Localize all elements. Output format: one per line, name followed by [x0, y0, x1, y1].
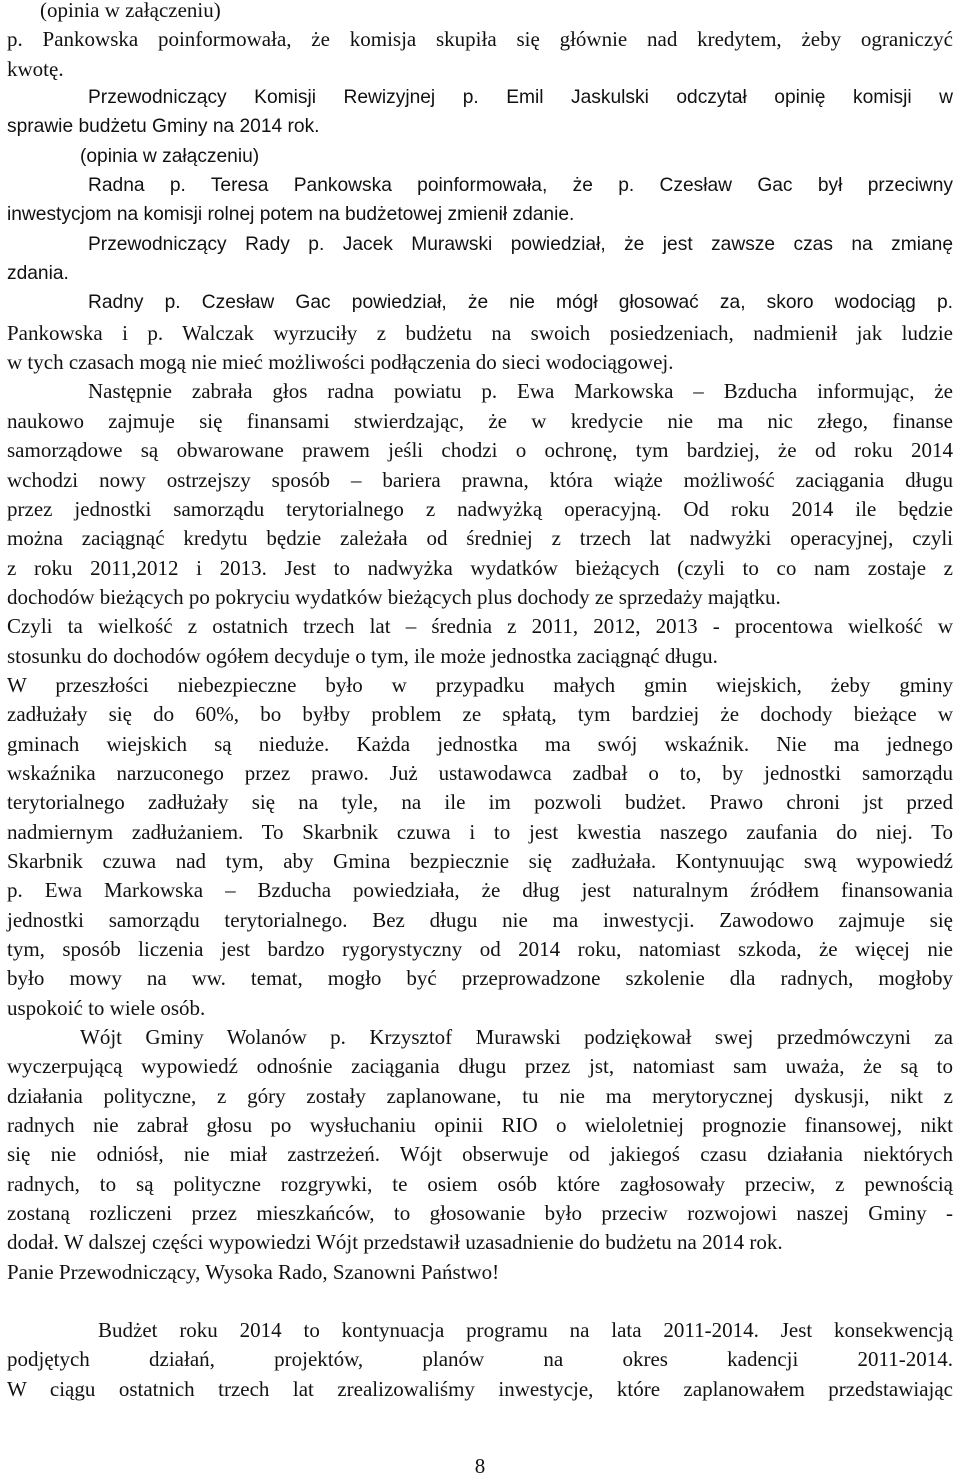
page-number: 8 — [474, 1454, 486, 1478]
text-line: działania polityczne, z góry zostały zaplanowane, tu nie ma merytorycznej dyskusji, nikt z — [7, 1084, 953, 1108]
text-line: radnych nie zabrał głosu po wysłuchaniu opinii RIO o wieloletniej prognozie finansowej, nikt — [7, 1113, 953, 1137]
text-line: zdania. — [7, 263, 69, 284]
text-line: p. Ewa Markowska – Bzducha powiedziała, że dług jest naturalnym źródłem finansowania — [7, 878, 953, 902]
text-line: przez jednostki samorządu terytorialnego z nadwyżką operacyjną. Od roku 2014 ile będzie — [7, 497, 953, 521]
text-line: Przewodniczący Rady p. Jacek Murawski powiedział, że jest zawsze czas na zmianę — [88, 234, 953, 255]
text-line: w tych czasach mogą nie mieć możliwości podłączenia do sieci wodociągowej. — [7, 350, 674, 374]
text-line: Przewodniczący Komisji Rewizyjnej p. Emil Jaskulski odczytał opinię komisji w — [88, 87, 953, 108]
text-line: radnych, to są polityczne rozgrywki, te osiem osób które zagłosowały przeciw, z pewnością — [7, 1172, 953, 1196]
text-line: uspokoić to wiele osób. — [7, 996, 206, 1020]
text-line: Czyli ta wielkość z ostatnich trzech lat – średnia z 2011, 2012, 2013 - procentowa wielkość w — [7, 614, 953, 638]
text-line: było mowy na ww. temat, mogło być przeprowadzone szkolenie dla radnych, mogłoby — [7, 966, 953, 990]
text-line: podjętych działań, projektów, planów na okres kadencji 2011-2014. — [7, 1347, 953, 1371]
text-line: tym, sposób liczenia jest bardzo rygorystyczny od 2014 roku, natomiast szkoda, że więcej nie — [7, 937, 953, 961]
text-line: naukowo zajmuje się finansami stwierdzając, że w kredycie nie ma nic złego, finanse — [7, 409, 953, 433]
text-line: jednostki samorządu terytorialnego. Bez długu nie ma inwestycji. Zawodowo zajmuje się — [7, 908, 953, 932]
text-line: zostaną rozliczeni przez mieszkańców, to głosowanie było przeciw rozwojowi naszej Gminy - — [7, 1201, 953, 1225]
text-line: samorządowe są obwarowane prawem jeśli chodzi o ochronę, tym bardziej, że od roku 2014 — [7, 438, 953, 462]
text-line: p. Pankowska poinformowała, że komisja skupiła się głównie nad kredytem, żeby ograniczyć — [7, 27, 953, 51]
text-line: terytorialnego zadłużały się na tyle, na ile im pozwoli budżet. Prawo chroni jst przed — [7, 790, 953, 814]
text-line: nadmiernym zadłużaniem. To Skarbnik czuwa i to jest kwestia naszego zaufania do niej. To — [7, 820, 953, 844]
text-line: zadłużały się do 60%, bo byłby problem ze spłatą, tym bardziej że dochody bieżące w — [7, 702, 953, 726]
text-line: Wójt Gminy Wolanów p. Krzysztof Murawski podziękował swej przedmówczyni za — [80, 1025, 953, 1049]
text-line: (opinia w załączeniu) — [80, 146, 260, 167]
text-line: Panie Przewodniczący, Wysoka Rado, Szanowni Państwo! — [7, 1260, 500, 1284]
text-line: dochodów bieżących po pokryciu wydatków bieżących plus dochody ze sprzedaży majątku. — [7, 585, 781, 609]
text-line: Skarbnik czuwa nad tym, aby Gmina bezpiecznie się zadłużała. Kontynuując swą wypowiedź — [7, 849, 953, 873]
text-line: wyczerpującą wypowiedź odnośnie zaciągania długu przez jst, natomiast sam uważa, że są to — [7, 1054, 953, 1078]
text-line: inwestycjom na komisji rolnej potem na budżetowej zmienił zdanie. — [7, 204, 575, 225]
text-line: wchodzi nowy ostrzejszy sposób – bariera prawna, która wiąże możliwość zaciągania długu — [7, 468, 953, 492]
text-line: W ciągu ostatnich trzech lat zrealizowaliśmy inwestycje, które zaplanowałem przedstawiając — [7, 1377, 953, 1401]
text-line: Pankowska i p. Walczak wyrzuciły z budżetu na swoich posiedzeniach, nadmienił jak ludzie — [7, 321, 953, 345]
text-line: Budżet roku 2014 to kontynuacja programu na lata 2011-2014. Jest konsekwencją — [98, 1318, 953, 1342]
text-line: z roku 2011,2012 i 2013. Jest to nadwyżka wydatków bieżących (czyli to co nam zostaje z — [7, 556, 953, 580]
text-line: Następnie zabrała głos radna powiatu p. Ewa Markowska – Bzducha informując, że — [88, 379, 953, 403]
text-line: kwotę. — [7, 57, 64, 81]
text-line: (opinia w załączeniu) — [40, 0, 221, 22]
text-line: Radny p. Czesław Gac powiedział, że nie mógł głosować za, skoro wodociąg p. — [88, 292, 953, 313]
text-line: dodał. W dalszej części wypowiedzi Wójt przedstawił uzasadnienie do budżetu na 2014 rok. — [7, 1230, 783, 1254]
text-line: wskaźnika narzuconego przez prawo. Już ustawodawca zadbał o to, by jednostki samorządu — [7, 761, 953, 785]
text-line: się nie odniósł, nie miał zastrzeżeń. Wójt obserwuje od jakiegoś czasu działania niektórych — [7, 1142, 953, 1166]
text-line: Radna p. Teresa Pankowska poinformowała, że p. Czesław Gac był przeciwny — [88, 175, 953, 196]
text-line: sprawie budżetu Gminy na 2014 rok. — [7, 116, 320, 137]
text-line: gminach wiejskich są nieduże. Każda jednostka ma swój wskaźnik. Nie ma jednego — [7, 732, 953, 756]
text-line: W przeszłości niebezpieczne było w przypadku małych gmin wiejskich, żeby gminy — [7, 673, 953, 697]
text-line: można zaciągnąć kredytu będzie zależała od średniej z trzech lat nadwyżki operacyjnej, czyli — [7, 526, 953, 550]
text-line: stosunku do dochodów ogółem decyduje o tym, ile może jednostka zaciągnąć długu. — [7, 644, 718, 668]
